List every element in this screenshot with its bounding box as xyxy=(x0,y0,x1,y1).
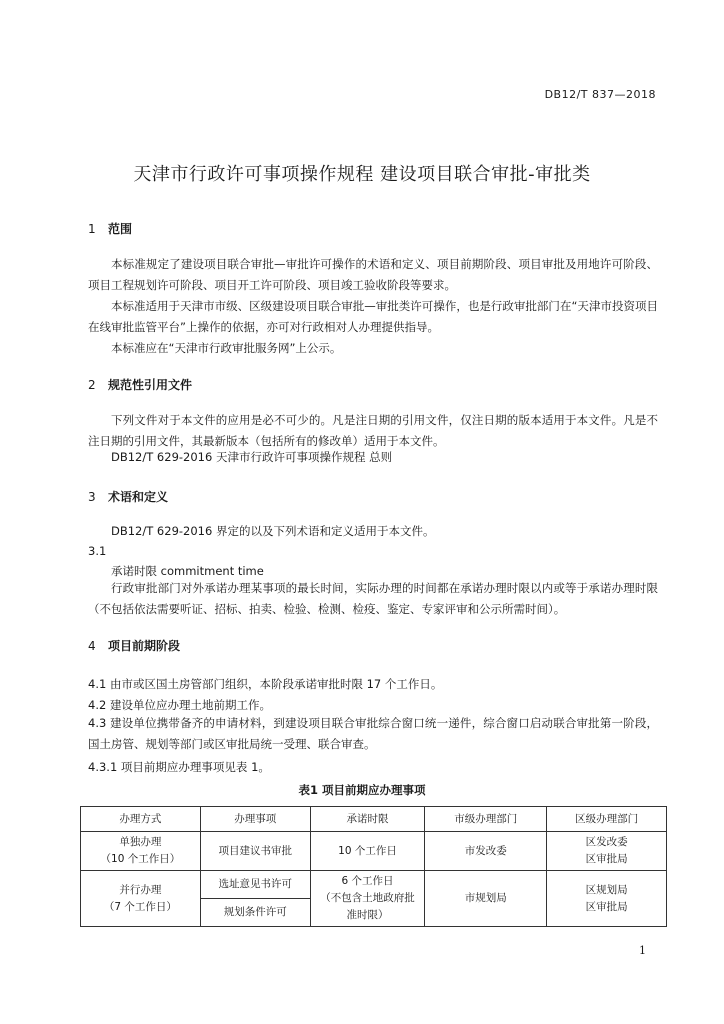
district-dept: 区规划局 xyxy=(585,883,628,896)
paragraph: 本标准适用于天津市市级、区级建设项目联合审批—审批类许可操作，也是行政审批部门在“天津市投资项目在线审批监管平台”上操作的依据，亦可对行政相对人办理提供指导。 xyxy=(88,299,658,334)
clause-4-2: 4.2 建设单位应办理土地前期工作。 xyxy=(88,698,271,712)
city-dept-cell: 市规划局 xyxy=(425,871,547,927)
header-cell: 办理方式 xyxy=(81,807,201,832)
district-dept-cell xyxy=(547,832,667,871)
page-number: 1 xyxy=(639,944,646,957)
section-title: 规范性引用文件 xyxy=(108,378,193,392)
header-cell: 办理事项 xyxy=(200,807,310,832)
section-2-heading xyxy=(88,376,192,393)
item-cell: 选址意见书许可 xyxy=(200,871,310,899)
time-cell: 10 个工作日 xyxy=(310,832,425,871)
section-title: 项目前期阶段 xyxy=(108,639,181,653)
section-number: 1 xyxy=(88,222,96,236)
section-1-heading xyxy=(88,220,132,237)
table-row xyxy=(81,832,667,871)
header-cell: 市级办理部门 xyxy=(425,807,547,832)
section-3-heading xyxy=(88,488,168,505)
reference-item: DB12/T 629-2016 天津市行政许可事项操作规程 总则 xyxy=(111,450,393,464)
mode-label: 单独办理 xyxy=(119,836,162,848)
table-caption: 表1 项目前期应办理事项 xyxy=(298,783,426,797)
items-table xyxy=(80,806,667,927)
header-cell: 区级办理部门 xyxy=(547,807,667,832)
document-title: 天津市行政许可事项操作规程 建设项目联合审批-审批类 xyxy=(133,164,591,185)
time-cell xyxy=(310,871,425,927)
term-name: 承诺时限 commitment time xyxy=(111,564,264,578)
item-cell: 规划条件许可 xyxy=(200,899,310,927)
time-value: 6 个工作日 xyxy=(341,875,394,887)
district-dept: 区发改委 xyxy=(585,836,628,848)
time-note: 准时限） xyxy=(346,909,389,921)
paragraph: 本标准规定了建设项目联合审批—审批许可操作的术语和定义、项目前期阶段、项目审批及用地许可阶段、项目工程规划许可阶段、项目开工许可阶段、项目竣工验收阶段等要求。 xyxy=(88,257,658,292)
paragraph: DB12/T 629-2016 界定的以及下列术语和定义适用于本文件。 xyxy=(111,524,435,538)
mode-cell xyxy=(81,832,201,871)
section-4-heading xyxy=(88,637,180,654)
clause-4-1: 4.1 由市或区国土房管部门组织，本阶段承诺审批时限 17 个工作日。 xyxy=(88,677,443,691)
mode-cell xyxy=(81,871,201,927)
table-row xyxy=(81,871,667,899)
section-title: 范围 xyxy=(108,222,133,236)
item-cell: 项目建议书审批 xyxy=(200,832,310,871)
paragraph: 下列文件对于本文件的应用是必不可少的。凡是注日期的引用文件，仅注日期的版本适用于本文件。凡是不注日期的引用文件，其最新版本（包括所有的修改单）适用于本文件。 xyxy=(88,413,658,448)
section-number: 4 xyxy=(88,639,96,653)
city-dept-cell: 市发改委 xyxy=(425,832,547,871)
table-header-row xyxy=(81,807,667,832)
district-dept: 区审批局 xyxy=(585,853,628,865)
section-number: 3 xyxy=(88,490,96,504)
term-definition: 行政审批部门对外承诺办理某事项的最长时间，实际办理的时间都在承诺办理时限以内或等于承诺办理时限（不包括依法需要听证、招标、拍卖、检验、检测、检疫、鉴定、专家评审和公示所需时间）。 xyxy=(88,581,658,616)
district-dept-cell xyxy=(547,871,667,927)
paragraph: 本标准应在“天津市行政审批服务网”上公示。 xyxy=(111,341,342,355)
district-dept: 区审批局 xyxy=(585,900,628,913)
section-number: 2 xyxy=(88,378,96,392)
clause-4-3-1: 4.3.1 项目前期应办理事项见表 1。 xyxy=(88,760,270,774)
mode-duration: （10 个工作日） xyxy=(100,853,181,865)
mode-duration: （7 个工作日） xyxy=(103,900,177,913)
term-number: 3.1 xyxy=(88,544,107,558)
time-note: （不包含土地政府批 xyxy=(320,892,415,904)
header-cell: 承诺时限 xyxy=(310,807,425,832)
document-number: DB12/T 837—2018 xyxy=(544,88,656,101)
mode-label: 并行办理 xyxy=(119,883,162,896)
section-title: 术语和定义 xyxy=(108,490,169,504)
clause-4-3: 4.3 建设单位携带备齐的申请材料，到建设项目联合审批综合窗口统一递件，综合窗口启动联合审批第一阶段，国土房管、规划等部门或区审批局统一受理、联合审查。 xyxy=(88,716,658,751)
